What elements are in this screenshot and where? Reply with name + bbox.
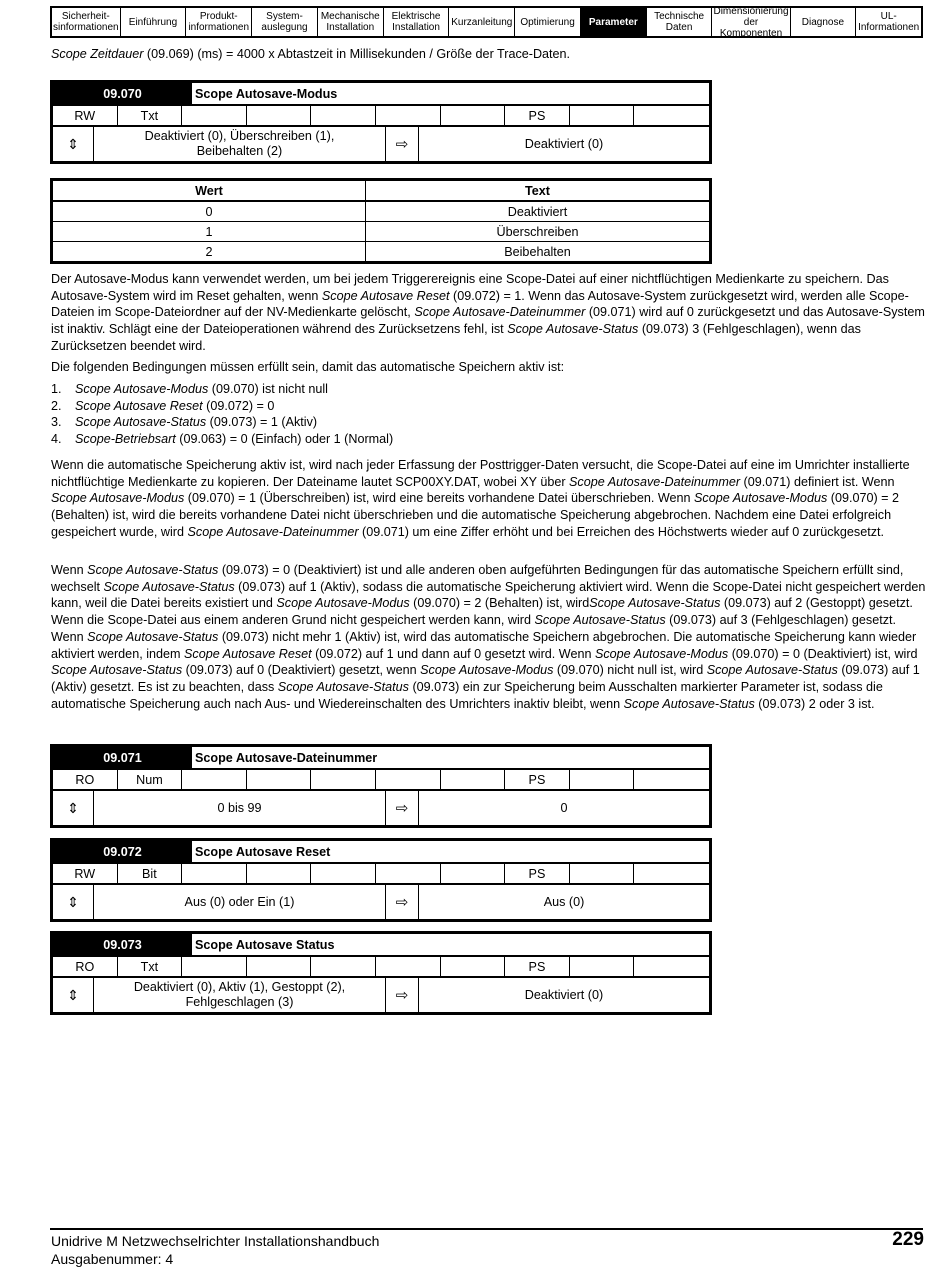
tab-systemauslegung[interactable]: System- auslegung xyxy=(252,8,318,36)
footer-title: Unidrive M Netzwechselrichter Installationshandbuch xyxy=(51,1233,380,1249)
param-table-09071 xyxy=(50,744,712,828)
updown-arrow-icon: ⇕ xyxy=(53,791,94,825)
updown-arrow-icon: ⇕ xyxy=(53,127,94,161)
list-item: 4. Scope-Betriebsart (09.063) = 0 (Einfach) oder 1 (Normal) xyxy=(51,432,394,447)
header-wert: Wert xyxy=(52,180,366,202)
param-table-09073 xyxy=(50,931,712,1015)
page-number: 229 xyxy=(892,1229,924,1250)
param-default: 0 xyxy=(560,801,568,815)
param-name: Scope Autosave-Dateinummer xyxy=(195,750,378,765)
right-arrow-icon: ⇨ xyxy=(386,791,419,825)
table-row: 2 Beibehalten xyxy=(52,242,711,263)
right-arrow-icon: ⇨ xyxy=(386,978,419,1012)
tab-einfuehrung[interactable]: Einführung xyxy=(121,8,187,36)
footer-issue: Ausgabenummer: 4 xyxy=(51,1251,174,1267)
conditions-intro: Die folgenden Bedingungen müssen erfüllt sein, damit das automatische Speichern aktiv ist: xyxy=(51,360,565,374)
right-arrow-icon: ⇨ xyxy=(386,127,419,161)
table-row: 0 Deaktiviert xyxy=(52,201,711,222)
param-name: Scope Autosave Reset xyxy=(195,844,331,859)
param-default: Deaktiviert (0) xyxy=(524,137,604,151)
param-range: Aus (0) oder Ein (1) xyxy=(94,885,386,919)
param-range: 0 bis 99 xyxy=(94,791,386,825)
autosave-status-description: Wenn Scope Autosave-Status (09.073) = 0 (Deaktiviert) ist und alle anderen oben aufgeführten Bedingungen für das automatische Speichern erfüllt sind, wechselt Scope Autosave-Status (09.073) auf 1 (Aktiv), sodass die automatische Speicherung aktiviert wird. Wenn die Scope-Datei nicht gespeichert werden kann, weil die Datei bereits existiert und Scope Autosave-Modus (09.070) = 2 (Behalten) ist, wirdScope Autosave-Status (09.073) auf 2 (Gestoppt) gesetzt. Wenn die Scope-Datei aus einem anderen Grund nicht gespeichert werden kann, wird Scope Autosave-Status (09.073) auf 3 (Fehlgeschlagen) gesetzt. Wenn Scope Autosave-Status (09.073) nicht mehr 1 (Aktiv) ist, wird das automatische Speichern abgebrochen. Die automatische Speicherung kann wieder aktiviert werden, indem Scope Autosave Reset (09.072) auf 1 und dann auf 0 gesetzt wird. Wenn Scope Autosave-Modus (09.070) = 0 (Deaktiviert) ist, wird Scope Autosave-Status (09.073) auf 0 (Deaktiviert) gesetzt, wenn Scope Autosave-Modus (09.070) nicht null ist, wird Scope Autosave-Status (09.073) auf 1 (Aktiv) gesetzt. Es ist zu beachten, dass Scope Autosave-Status (09.073) ein zur Speicherung beim Ausschalten markierter Parameter ist, sodass die automatische Speicherung auch nach Aus- und Wiedereinschalten des Umrichters inaktiv bleibt, wenn Scope Autosave-Status (09.073) 2 oder 3 ist. xyxy=(51,563,926,711)
right-arrow-icon: ⇨ xyxy=(386,885,419,919)
tab-ul-informationen[interactable]: UL- Informationen xyxy=(858,11,920,33)
conditions-list xyxy=(51,381,393,448)
list-item: 1. Scope Autosave-Modus (09.070) ist nicht null xyxy=(51,382,328,396)
tab-mechanische-installation[interactable]: Mechanische Installation xyxy=(318,8,384,36)
tab-sicherheitsinformationen[interactable]: Sicherheit- sinformationen xyxy=(52,8,121,36)
param-number: 09.073 xyxy=(53,934,192,955)
param-default: Deaktiviert (0) xyxy=(524,988,604,1002)
param-number: 09.070 xyxy=(53,83,192,104)
param-attributes: RO Txt PS xyxy=(53,957,709,978)
tab-kurzanleitung[interactable]: Kurzanleitung xyxy=(449,8,515,36)
param-table-09070 xyxy=(50,80,712,164)
autosave-mode-description: Der Autosave-Modus kann verwendet werden, um bei jedem Triggerereignis eine Scope-Datei auf einer nichtflüchtigen Medienkarte zu speichern. Das Autosave-System wird im Reset gehalten, wenn Scope Autosave Reset (09.072) = 1. Wenn das Autosave-System zurückgesetzt wird, werden alle Scope-Dateien im Scope-Dateiordner auf der NV-Medienkarte gelöscht, Scope Autosave-Dateinummer (09.071) wird auf 0 zurückgesetzt und das Autosave-System ist inaktiv. Schlägt eine der Dateioperationen während des Zurücksetzens fehl, ist Scope Autosave-Status (09.073) 3 (Fehlgeschlagen), wenn das Zurücksetzen beendet wird. xyxy=(51,272,925,353)
param-table-09072 xyxy=(50,838,712,922)
param-number: 09.071 xyxy=(53,747,192,768)
param-range: Deaktiviert (0), Überschreiben (1), Beibehalten (2) xyxy=(94,127,386,161)
footer xyxy=(51,1232,379,1268)
chapter-nav xyxy=(50,6,923,38)
tab-diagnose[interactable]: Diagnose xyxy=(791,8,857,36)
footer-rule xyxy=(50,1228,923,1230)
tab-elektrische-installation[interactable]: Elektrische Installation xyxy=(384,8,450,36)
list-item: 2. Scope Autosave Reset (09.072) = 0 xyxy=(51,398,275,413)
param-range: Deaktiviert (0), Aktiv (1), Gestoppt (2), Fehlgeschlagen (3) xyxy=(94,978,386,1012)
list-item: 3. Scope Autosave-Status (09.073) = 1 (Aktiv) xyxy=(51,415,318,430)
param-attributes: RW Txt PS xyxy=(53,106,709,127)
header-text: Text xyxy=(366,180,711,202)
param-name: Scope Autosave-Modus xyxy=(195,86,338,101)
param-name: Scope Autosave Status xyxy=(195,937,335,952)
param-default: Aus (0) xyxy=(543,895,585,909)
param-attributes: RO Num PS xyxy=(53,770,709,791)
values-table xyxy=(50,178,712,264)
tab-dimensionierung[interactable]: Dimensionierung der Komponenten xyxy=(713,5,789,39)
autosave-active-description: Wenn die automatische Speicherung aktiv ist, wird nach jeder Erfassung der Posttrigger-Daten versucht, die Scope-Datei auf eine im Umrichter installierte nichtflüchtige Medienkarte zu kopieren. Der Dateiname lautet SCP00XY.DAT, wobei XY über Scope Autosave-Dateinummer (09.071) definiert ist. Wenn Scope Autosave-Modus (09.070) = 1 (Überschreiben) ist, wird eine bereits vorhandene Datei überschrieben. Wenn Scope Autosave-Modus (09.070) = 2 (Behalten) ist, wird die bereits vorhandene Datei nicht überschrieben und die automatische Speicherung abgebrochen. Nachdem eine Datei erfolgreich gespeichert wurde, wird Scope Autosave-Dateinummer (09.071) um eine Ziffer erhöht und bei Erreichen des Höchstwerts wieder auf 0 zurückgesetzt. xyxy=(51,458,910,539)
updown-arrow-icon: ⇕ xyxy=(53,885,94,919)
tab-parameter[interactable]: Parameter xyxy=(581,8,647,36)
intro-text: Scope Zeitdauer (09.069) (ms) = 4000 x Abtastzeit in Millisekunden / Größe der Trace-Daten. xyxy=(51,47,571,61)
tab-optimierung[interactable]: Optimierung xyxy=(515,8,581,36)
param-attributes: RW Bit PS xyxy=(53,864,709,885)
tab-produktinformationen[interactable]: Produkt- informationen xyxy=(186,8,252,36)
tab-technische-daten[interactable]: Technische Daten xyxy=(647,8,713,36)
table-row: 1 Überschreiben xyxy=(52,222,711,242)
param-number: 09.072 xyxy=(53,841,192,862)
updown-arrow-icon: ⇕ xyxy=(53,978,94,1012)
